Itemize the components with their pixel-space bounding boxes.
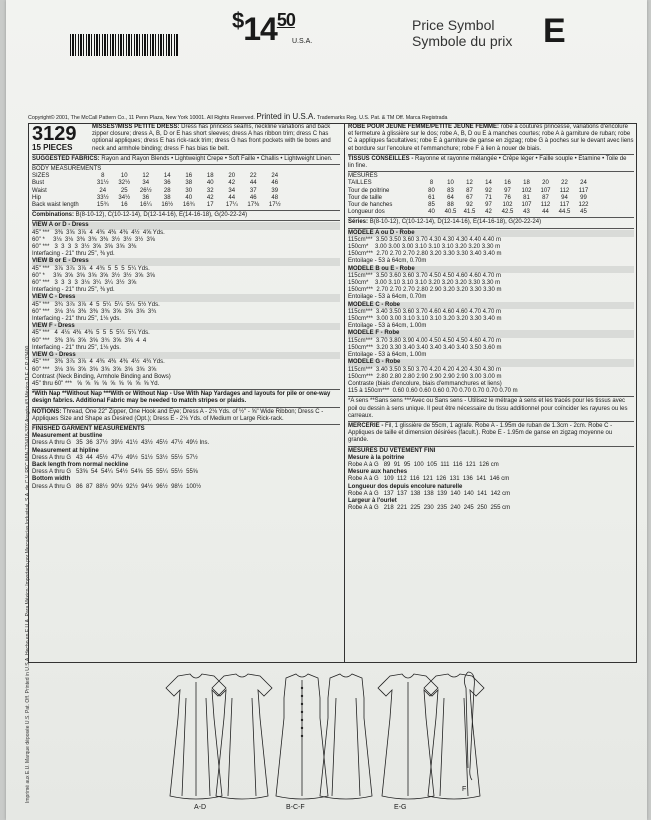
measure-cell: 48 — [271, 194, 279, 201]
measure-cell: 46 — [249, 194, 257, 201]
yardage-row: 150cm*** 2.70 2.70 2.70 2.80 2.90 3.20 3.20 3.30 3.30 m — [348, 287, 502, 294]
tie-belt-drawing — [456, 668, 486, 808]
price-symbol-letter: E — [543, 12, 566, 50]
view-title: VIEW G - Dress — [32, 352, 340, 359]
measure-cell: 40.5 — [444, 209, 457, 216]
technical-drawings — [156, 668, 636, 816]
yardage-row: 45" *** 3⅞ 3⅞ 3⅞ 4 4⅜ 5 5 5 5¼ Yds. — [32, 265, 150, 272]
view-title: VIEW C - Dress — [32, 294, 340, 301]
dress-a-d-drawing — [156, 668, 276, 808]
yardage-row: 150cm*** 3.00 3.00 3.10 3.10 3.10 3.20 3.20 3.30 3.40 m — [348, 316, 502, 323]
measure-cell: 44 — [542, 209, 549, 216]
pattern-number: 3129 — [32, 123, 77, 145]
yardage-row: Entoilage - 53 à 64cm, 1.00m — [348, 352, 427, 359]
yardage-row: 150cm*** 3.20 3.30 3.40 3.40 3.40 3.40 3.40 3.50 3.60 m — [348, 344, 502, 351]
measure-cell: 32 — [206, 187, 214, 194]
measure-cell: 10 — [120, 173, 128, 180]
view-title: MODELE B ou E - Robe — [348, 266, 634, 273]
measure-cell: 26½ — [139, 187, 152, 194]
measure-cell: 83 — [447, 187, 454, 194]
label-f: F — [462, 786, 467, 793]
measure-cell: 36 — [142, 194, 150, 201]
yardage-row: 115cm*** 3.50 3.60 3.60 3.70 4.50 4.50 4.60 4.60 4.70 m — [348, 272, 502, 279]
finished-row: Bottom width — [32, 476, 71, 483]
measure-cell: 76 — [504, 194, 511, 201]
measure-cell: 97 — [504, 187, 511, 194]
yardage-row: 115cm*** 3.70 3.80 3.90 4.00 4.50 4.50 4.50 4.60 4.70 m — [348, 337, 502, 344]
yardage-row: 45" *** 3¾ 3⅞ 3⅞ 4 5 5¼ 5¼ 5¼ 5½ Yds. — [32, 301, 160, 308]
measure-cell: 24 — [580, 180, 587, 187]
measure-cell: 41.5 — [463, 209, 476, 216]
price-symbol-label: Price Symbol Symbole du prix — [412, 17, 513, 49]
yardage-row: 115cm*** 3.50 3.50 3.60 3.70 4.30 4.30 4.30 4.40 4.40 m — [348, 236, 502, 243]
measure-cell: 122 — [578, 202, 589, 209]
finished-row: Measurement at bustline — [32, 433, 103, 440]
yardage-row: Entoilage - 53 à 64cm, 0.70m — [348, 258, 427, 265]
yardage-row: 60" *** 3⅛ 3⅝ 3⅝ 3⅝ 3⅝ 3⅝ 3⅝ 3⅝ 3⅝ — [32, 366, 157, 373]
measure-cell: 87 — [542, 194, 549, 201]
measure-cell: 112 — [559, 187, 570, 194]
measure-cell: 16¼ — [139, 202, 152, 209]
measure-cell: 92 — [485, 187, 492, 194]
mesures-vetement-fini: MESURES DU VETEMENT FINI Mesure à la poitrine Robe A à G 89 91 95 100 105 111 116 121 126 cm Mesure aux hanches Robe A à G 109 112 116 121 126 131 136 141 146 cm Longueur dos depuis encolure naturelle Robe A à G 137 137 138 138 139 140 140 141 142 cm Largeur à l'ourlet Robe A à G 218 221 225 230 235 240 245 250 255 cm — [348, 448, 634, 513]
price-currency: U.S.A. — [292, 38, 313, 45]
measure-cell: 117 — [578, 187, 589, 194]
measure-cell: 80 — [428, 187, 435, 194]
dress-b-c-f-drawing — [262, 668, 382, 808]
measure-cell: 87 — [466, 187, 473, 194]
measure-cell: 46 — [271, 180, 279, 187]
measure-cell: 40 — [428, 209, 435, 216]
finished-row: Longueur dos depuis encolure naturelle — [348, 483, 463, 490]
measure-cell: 112 — [540, 202, 551, 209]
measure-cell: 20 — [228, 173, 236, 180]
column-divider — [344, 124, 345, 662]
measure-cell: 18 — [523, 180, 530, 187]
finished-row: Measurement at hipline — [32, 447, 99, 454]
finished-measurements: FINISHED GARMENT MEASUREMENTS Measurement at bustline Dress A thru G 35 36 37½ 39½ 41½ 43½ 45½ 47½ 49½ Ins. Measurement at hipline Dress A thru G 43 44 45½ 47½ 49½ 51½ 53½ 55½ 57½ Back length from normal neckline Dress A thru G 53⅝ 54 54¼ 54½ 54⅝ 55 55¼ 55½ 55⅝ Bottom width Dress A thru G 86 87 88½ 90½ 92½ 94½ 96½ 98½ 100½ — [32, 426, 340, 491]
measure-cell: 31½ — [96, 180, 109, 187]
measure-cell: 17 — [206, 202, 214, 209]
finished-row: Robe A à G 137 137 138 138 139 140 140 141 142 cm — [348, 490, 511, 497]
measure-cell: 42 — [228, 180, 236, 187]
measure-cell: 97 — [485, 202, 492, 209]
yardage-views — [32, 222, 340, 388]
french-column: ROBE POUR JEUNE FEMME/PETITE JEUNE FEMME: robe à coutures princesse, variations d'encolure et fermeture à glissière sur le dos; robe A, B, D ou E à manches courtes; robe A à garniture de ruban; robe C à appliques facultatives; robe E à garniture de ganse en zigzag; robe G à poches sur le devant avec liens et bordure sur l'encolure et l'emmanchure; robe F à lien à nouer de biais. TISSUS CONSEILLES - Rayonne et rayonne mélangée • Crêpe léger • Faille souple • Etamine • Toile de lin fine. MESURES TAILLES 8 10 12 14 16 18 20 22 24 Tour de poitrine 80 83 87 92 97 102 107 112 117 Tour de taille 61 64 67 71 76 81 87 94 99 Tour de hanches 85 88 92 97 102 107 112 117 122 Longueur dos 40 40.5 41.5 42 42.5 43 44 44.5 45 Séries: B(8-10-12), C(10-12-14), D(12-14-16), E(14-16-18), G(20-22-24) MODELE A ou D - Robe 115cm*** 3.50 3.50 3.60 3.70 4.30 4.30 4.30 4.40 4.40 m 150cm* 3.00 3.00 3.00 3.10 3.10 3.10 3.20 3.20 3.30 m 150cm*** 2.70 2.70 2.70 2.80 3.20 3.30 3.30 3.40 3.40 m Entoilage - 53 à 64cm, 0.70m MODELE B ou E - Robe 115cm*** 3.50 3.60 3.60 3.70 4.50 4.50 4.60 4.60 4.70 m 150cm* 3.00 3.10 3.10 3.10 3.20 3.20 3.20 3.30 3.30 m 150cm*** 2.70 2.70 2.70 2.80 2.90 3.20 3.20 3.30 3.30 m Entoilage - 53 à 64cm, 0.70m MODELE C - Robe 115cm*** 3.40 3.50 3.60 3.70 4.60 4.60 4.60 4.70 4.70 m 150cm*** 3.00 3.00 3.10 3.10 3.10 3.20 3.20 3.30 3.40 m Entoilage - 53 à 64cm, 1.00m MODELE F - Robe 115cm*** 3.70 3.80 3.90 4.00 4.50 4.50 4.50 4.60 4.70 m 150cm*** 3.20 3.30 3.40 3.40 3.40 3.40 3.40 3.50 3.60 m Entoilage - 53 à 64cm, 1.00m MODELE G - Robe 115cm*** 3.40 3.50 3.50 3.70 4.20 4.20 4.20 4.30 4.30 m 150cm*** 2.80 2.80 2.80 2.90 2.90 2.90 2.90 3.00 3.00 m Contraste (biais d'encolure, biais d'emmanchures et liens) 115 à 150cm*** 0.60 0.60 0.60 0.60 0.70 0.70 0.70 0.70 0.70 m *A sens **Sans sens ***Avec ou Sans sens - Utilisez le métrage à sens et les tracés pour les tissus avec poil ou dessin à sens unique. Il peut être nécessaire du tissu additionnel pour coïncider les rayures ou les carreaux. MERCERIE - Fil, 1 glissière de 55cm, 1 agrafe. Robe A - 1.95m de ruban de 1.3cm - 2cm. Robe C - Appliques de taille et dimension désirées (facult.). Robe E - 1.95m de ganse en zigzag moyenne ou grande. MESURES DU VETEMENT FINI Mesure à la poitrine Robe A à G 89 91 95 100 105 111 116 121 126 cm Mesure aux hanches Robe A à G 109 112 116 121 126 131 136 141 146 cm Longueur dos depuis encolure naturelle Robe A à G 137 137 138 138 139 140 140 141 142 cm Largeur à l'ourlet Robe A à G 218 221 225 230 235 240 245 250 255 cm — [348, 124, 634, 512]
notions: Thread, One 22" Zipper, One Hook and Eye; Dress A - 2⅛ Yds. of ½" - ⅝" Wide Ribbon; Dress C - Appliques Size and Shape as Desired (Opt.); Dress E - 2⅛ Yds. of Medium or Large Rick-rack. — [32, 408, 324, 422]
view-title: VIEW F - Dress — [32, 323, 340, 330]
yardage-row: 150cm*** 2.80 2.80 2.80 2.90 2.90 2.90 2.90 3.00 3.00 m — [348, 373, 502, 380]
sans-sens-notice: *A sens **Sans sens ***Avec ou Sans sens - Utilisez le métrage à sens et les tracés pour les tissus avec poil ou dessin à sens unique. Il peut être nécessaire du tissu additionnel pour coïncider les rayures ou les carreaux. — [348, 398, 628, 419]
measure-cell: 42.5 — [501, 209, 514, 216]
english-column: 3129 15 PIECES MISSES'/MISS PETITE DRESS: Dress has princess seams, neckline variations and back zipper closure; dress A, B, D or E has short sleeves; dress A has ribbon trim; dress C has optional appliques; dress E has rick-rack trim; dress G has front pockets with tie bows and neck and armhole binding; dress F has bias tie belt. SUGGESTED FABRICS: Rayon and Rayon Blends • Lightweight Crepe • Soft Faille • Challis • Lightweight Linen. BODY MEASUREMENTS SIZES 8 10 12 14 16 18 20 22 24 Bust 31½ 32½ 34 36 38 40 42 44 46 Waist 24 25 26½ 28 30 32 34 37 39 Hip 33½ 34½ 36 38 40 42 44 46 48 Back waist length 15¾ 16 16¼ 16½ 16¾ 17 17¼ 17⅜ 17½ Combinations: B(8-10-12), C(10-12-14), D(12-14-16), E(14-16-18), G(20-22-24) VIEW A or D - Dress 45" *** 3⅜ 3⅝ 3⅞ 4 4⅜ 4⅜ 4⅜ 4½ 4⅝ Yds. 60" * 3⅛ 3⅛ 3⅜ 3⅜ 3⅜ 3½ 3½ 3½ 3⅝ 60" *** 3 3 3 3 3½ 3⅝ 3⅝ 3⅝ 3⅜ Interfacing - 21" thru 25", ⅜ yd. VIEW B or E - Dress 45" *** 3⅞ 3⅞ 3⅞ 4 4⅜ 5 5 5 5¼ Yds. 60" * 3⅝ 3⅝ 3⅝ 3⅝ 3⅝ 3½ 3½ 3⅝ 3⅝ 60" *** 3 3 3 3 3⅛ 3¼ 3¼ 3½ 3⅝ Interfacing - 21" thru 25", ⅜ yd. VIEW C - Dress 45" *** 3¾ 3⅞ 3⅞ 4 5 5¼ 5¼ 5¼ 5½ Yds. 60" *** 3⅛ 3⅛ 3⅜ 3⅜ 3⅜ 3⅝ 3⅝ 3⅝ 3¾ Interfacing - 21" thru 25", 1⅛ yds. VIEW F - Dress 45" *** 4 4⅛ 4⅜ 4⅜ 5 5 5 5¼ 5¼ Yds. 60" *** 3⅜ 3⅝ 3⅝ 3⅝ 3¾ 3⅝ 3⅝ 4 4 Interfacing - 21" thru 25", 1⅛ yds. VIEW G - Dress 45" *** 3⅜ 3⅞ 3⅞ 4 4⅜ 4⅜ 4⅜ 4½ 4¾ Yds. 60" *** 3⅛ 3⅝ 3⅝ 3⅝ 3⅝ 3⅝ 3⅝ 3⅝ 3⅝ Contrast (Neck Binding, Armhole Binding and Bows) 45" thru 60" *** ⅝ ⅝ ⅝ ⅝ ⅝ ⅝ ⅝ ⅝ ⅝ Yd. *With Nap **Without Nap ***With or Without Nap - Use With Nap Yardages and layouts for pile or one-way design fabrics. Additional Fabric may be needed to match stripes or plaids. NOTIONS: Thread, One 22" Zipper, One Hook and Eye; Dress A - 2⅛ Yds. of ½" - ⅝" Wide Ribbon; Dress C - Appliques Size and Shape as Desired (Opt.); Dress E - 2⅛ Yds. of Medium or Large Rick-rack. FINISHED GARMENT MEASUREMENTS Measurement at bustline Dress A thru G 35 36 37½ 39½ 41½ 43½ 45½ 47½ 49½ Ins. Measurement at hipline Dress A thru G 43 44 45½ 47½ 49½ 51½ 53½ 55½ 57½ Back length from normal neckline Dress A thru G 53⅝ 54 54¼ 54½ 54⅝ 55 55¼ 55½ 55⅝ Bottom width Dress A thru G 86 87 88½ 90½ 92½ 94½ 96½ 98½ 100½ — [32, 124, 340, 491]
measure-cell: 44 — [228, 194, 236, 201]
measure-cell: 15¾ — [96, 202, 109, 209]
pattern-envelope-back — [6, 0, 647, 820]
yardage-row: 60" * 3⅝ 3⅝ 3⅝ 3⅝ 3⅝ 3½ 3½ 3⅝ 3⅝ — [32, 272, 155, 279]
label-b-c-f: B-C-F — [286, 804, 305, 811]
yardage-row: 115 à 150cm*** 0.60 0.60 0.60 0.60 0.70 0.70 0.70 0.70 0.70 m — [348, 388, 518, 395]
measure-cell: 39 — [271, 187, 279, 194]
finished-row: Robe A à G 218 221 225 230 235 240 245 250 255 cm — [348, 505, 511, 512]
measure-cell: 17⅜ — [247, 202, 260, 209]
finished-row: Mesure à la poitrine — [348, 454, 405, 461]
measure-cell: 17½ — [268, 202, 281, 209]
measure-cell: 44 — [249, 180, 257, 187]
yardage-row: Interfacing - 21" thru 25", ⅜ yd. — [32, 251, 115, 258]
yardage-row: 45" *** 4 4⅛ 4⅜ 4⅜ 5 5 5 5¼ 5¼ Yds. — [32, 330, 150, 337]
measure-cell: 81 — [523, 194, 530, 201]
measure-cell: 37 — [249, 187, 257, 194]
yardage-row: 150cm* 3.00 3.00 3.00 3.10 3.10 3.10 3.20 3.20 3.30 m — [348, 244, 501, 251]
measure-cell: 28 — [163, 187, 171, 194]
metrage-views — [348, 230, 634, 396]
measure-cell: 33½ — [96, 194, 109, 201]
suggested-fabrics: Rayon and Rayon Blends • Lightweight Crepe • Soft Faille • Challis • Lightweight Linen. — [101, 155, 333, 162]
side-legal-text: Imprimé aux E.U. Marque déposée U.S. Pat. Off. Printed in U.S.A. Hecho en E.U.A. Para México: Importado por Mercaderías Industrial, S.A. de C.V. RFC MIN-720418-3Z6 Aragón #3 México D.F. C.P. 03400 — [25, 345, 31, 803]
measure-cell: 107 — [521, 202, 532, 209]
measure-cell: 44.5 — [558, 209, 571, 216]
measure-cell: 85 — [428, 202, 435, 209]
measure-cell: 12 — [142, 173, 150, 180]
view-title: MODELE G - Robe — [348, 359, 634, 366]
nap-notice: *With Nap **Without Nap ***With or Without Nap - Use With Nap Yardages and layouts for pile or one-way design fabrics. Additional Fabric may be needed to match stripes or plaids. — [32, 391, 331, 405]
finished-row: Largeur à l'ourlet — [348, 497, 397, 504]
price: $^{\$}14^{50}$ — [232, 8, 295, 47]
measure-cell: 24 — [99, 187, 107, 194]
measure-cell: 34½ — [118, 194, 131, 201]
finished-row: Dress A thru G 53⅝ 54 54¼ 54½ 54⅝ 55 55¼ 55½ 55⅝ — [32, 469, 198, 476]
measure-cell: 24 — [271, 173, 279, 180]
yardage-row: 60" *** 3 3 3 3 3⅛ 3¼ 3¼ 3½ 3⅝ — [32, 280, 137, 287]
finished-row: Robe A à G 89 91 95 100 105 111 116 121 126 cm — [348, 461, 499, 468]
measure-cell: 16 — [185, 173, 193, 180]
measure-cell: 32½ — [118, 180, 131, 187]
measure-cell: 36 — [163, 180, 171, 187]
measure-cell: 25 — [120, 187, 128, 194]
yardage-row: 60" *** 3⅛ 3⅛ 3⅜ 3⅜ 3⅜ 3⅝ 3⅝ 3⅝ 3¾ — [32, 308, 157, 315]
finished-row: Mesure aux hanches — [348, 469, 408, 476]
yardage-row: Interfacing - 21" thru 25", 1⅛ yds. — [32, 316, 121, 323]
finished-row: Dress A thru G 86 87 88½ 90½ 92½ 94½ 96½ 98½ 100½ — [32, 483, 202, 490]
measure-cell: 30 — [185, 187, 193, 194]
yardage-row: 45" thru 60" *** ⅝ ⅝ ⅝ ⅝ ⅝ ⅝ ⅝ ⅝ ⅝ Yd. — [32, 380, 160, 387]
measure-cell: 102 — [521, 187, 532, 194]
measure-cell: 71 — [485, 194, 492, 201]
yardage-row: 115cm*** 3.40 3.50 3.50 3.70 4.20 4.20 4.20 4.30 4.30 m — [348, 366, 502, 373]
measure-cell: 8 — [429, 180, 434, 187]
finished-row: Dress A thru G 43 44 45½ 47½ 49½ 51½ 53½ 55½ 57½ — [32, 454, 198, 461]
measure-cell: 16 — [504, 180, 511, 187]
measure-cell: 43 — [523, 209, 530, 216]
measure-cell: 18 — [206, 173, 214, 180]
measure-cell: 45 — [580, 209, 587, 216]
label-e-g: E-G — [394, 804, 407, 811]
finished-row: Dress A thru G 35 36 37½ 39½ 41½ 43½ 45½ 47½ 49½ Ins. — [32, 440, 210, 447]
label-a-d: A-D — [194, 804, 207, 811]
measure-cell: 42 — [485, 209, 492, 216]
measure-cell: 14 — [163, 173, 171, 180]
finished-row: Robe A à G 109 112 116 121 126 131 136 141 146 cm — [348, 476, 510, 483]
measure-cell: 40 — [185, 194, 193, 201]
measure-cell: 42 — [206, 194, 214, 201]
yardage-row: 60" *** 3 3 3 3 3½ 3⅝ 3⅝ 3⅝ 3⅜ — [32, 244, 137, 251]
yardage-row: 150cm* 3.00 3.10 3.10 3.10 3.20 3.20 3.20 3.30 3.30 m — [348, 280, 501, 287]
measure-cell: 8 — [101, 173, 105, 180]
yardage-row: Contrast (Neck Binding, Armhole Binding and Bows) — [32, 373, 171, 380]
measure-cell: 61 — [428, 194, 435, 201]
measure-cell: 22 — [249, 173, 257, 180]
measure-cell: 20 — [542, 180, 549, 187]
measure-cell: 92 — [466, 202, 473, 209]
pieces-count: 15 PIECES — [32, 143, 73, 152]
view-title: VIEW B or E - Dress — [32, 258, 340, 265]
measure-cell: 16¾ — [182, 202, 195, 209]
yardage-row: 45" *** 3⅜ 3⅝ 3⅞ 4 4⅜ 4⅜ 4⅜ 4½ 4⅝ Yds. — [32, 229, 165, 236]
view-title: MODELE A ou D - Robe — [348, 230, 634, 237]
measure-cell: 12 — [466, 180, 473, 187]
measure-cell: 38 — [185, 180, 193, 187]
view-title: MODELE F - Robe — [348, 330, 634, 337]
description: Dress has princess seams, neckline variations and back zipper closure; dress A, B, D or E has short sleeves; dress A has ribbon trim; dress C has optional appliques; dress E has rick-rack trim; dress G has front pockets with tie bows and neck and armhole binding; dress F has bias tie belt. — [92, 124, 331, 152]
body-measurements: BODY MEASUREMENTS SIZES 8 10 12 14 16 18 20 22 24 Bust 31½ 32½ 34 36 38 40 42 44 46 Waist 24 25 26½ 28 30 32 34 37 39 Hip 33½ 34½ 36 38 40 42 44 46 48 Back waist length 15¾ 16 16¼ 16½ 16¾ 17 17¼ 17⅜ 17½ — [32, 166, 340, 209]
measure-cell: 16½ — [161, 202, 174, 209]
view-title: VIEW A or D - Dress — [32, 222, 340, 229]
measure-cell: 117 — [559, 202, 570, 209]
measure-cell: 34 — [228, 187, 236, 194]
yardage-row: 150cm*** 2.70 2.70 2.70 2.80 3.20 3.30 3.30 3.40 3.40 m — [348, 251, 502, 258]
measure-cell: 14 — [485, 180, 492, 187]
measure-cell: 107 — [540, 187, 551, 194]
yardage-row: Interfacing - 21" thru 25", 1⅛ yds. — [32, 344, 121, 351]
measure-cell: 38 — [163, 194, 171, 201]
yardage-row: Entoilage - 53 à 64cm, 0.70m — [348, 294, 427, 301]
yardage-row: 45" *** 3⅜ 3⅞ 3⅞ 4 4⅜ 4⅜ 4⅜ 4½ 4¾ Yds. — [32, 359, 165, 366]
measure-cell: 22 — [561, 180, 568, 187]
yardage-row: 60" *** 3⅜ 3⅝ 3⅝ 3⅝ 3¾ 3⅝ 3⅝ 4 4 — [32, 337, 147, 344]
yardage-row: Contraste (biais d'encolure, biais d'emmanchures et liens) — [348, 380, 502, 387]
measure-cell: 16 — [120, 202, 128, 209]
measure-cell: 67 — [466, 194, 473, 201]
yardage-row: 115cm*** 3.40 3.50 3.60 3.70 4.60 4.60 4.60 4.70 4.70 m — [348, 308, 502, 315]
yardage-row: Interfacing - 21" thru 25", ⅜ yd. — [32, 287, 115, 294]
measure-cell: 88 — [447, 202, 454, 209]
yardage-row: Entoilage - 53 à 64cm, 1.00m — [348, 323, 427, 330]
copyright-line: Copyright© 2001, The McCall Pattern Co., 11 Penn Plaza, New York 10001. All Rights Reserved. Printed in U.S.A. Trademarks Reg. U.S. Pat. & TM Off. Marca Registrada — [28, 112, 448, 121]
measure-cell: 17¼ — [225, 202, 238, 209]
measure-cell: 10 — [447, 180, 454, 187]
measure-cell: 102 — [502, 202, 513, 209]
pattern-info-table — [28, 123, 637, 663]
mesures: MESURES TAILLES 8 10 12 14 16 18 20 22 24 Tour de poitrine 80 83 87 92 97 102 107 112 117 Tour de taille 61 64 67 71 76 81 87 94 99 Tour de hanches 85 88 92 97 102 107 112 117 122 Longueur dos 40 40.5 41.5 42 42.5 43 44 44.5 45 — [348, 173, 634, 216]
measure-cell: 99 — [580, 194, 587, 201]
barcode — [70, 34, 178, 56]
measure-cell: 94 — [561, 194, 568, 201]
yardage-row: 60" * 3⅛ 3⅛ 3⅜ 3⅜ 3⅜ 3½ 3½ 3½ 3⅝ — [32, 236, 155, 243]
measure-cell: 34 — [142, 180, 150, 187]
measure-cell: 40 — [206, 180, 214, 187]
measure-cell: 64 — [447, 194, 454, 201]
view-title: MODELE C - Robe — [348, 302, 634, 309]
finished-row: Back length from normal neckline — [32, 461, 129, 468]
